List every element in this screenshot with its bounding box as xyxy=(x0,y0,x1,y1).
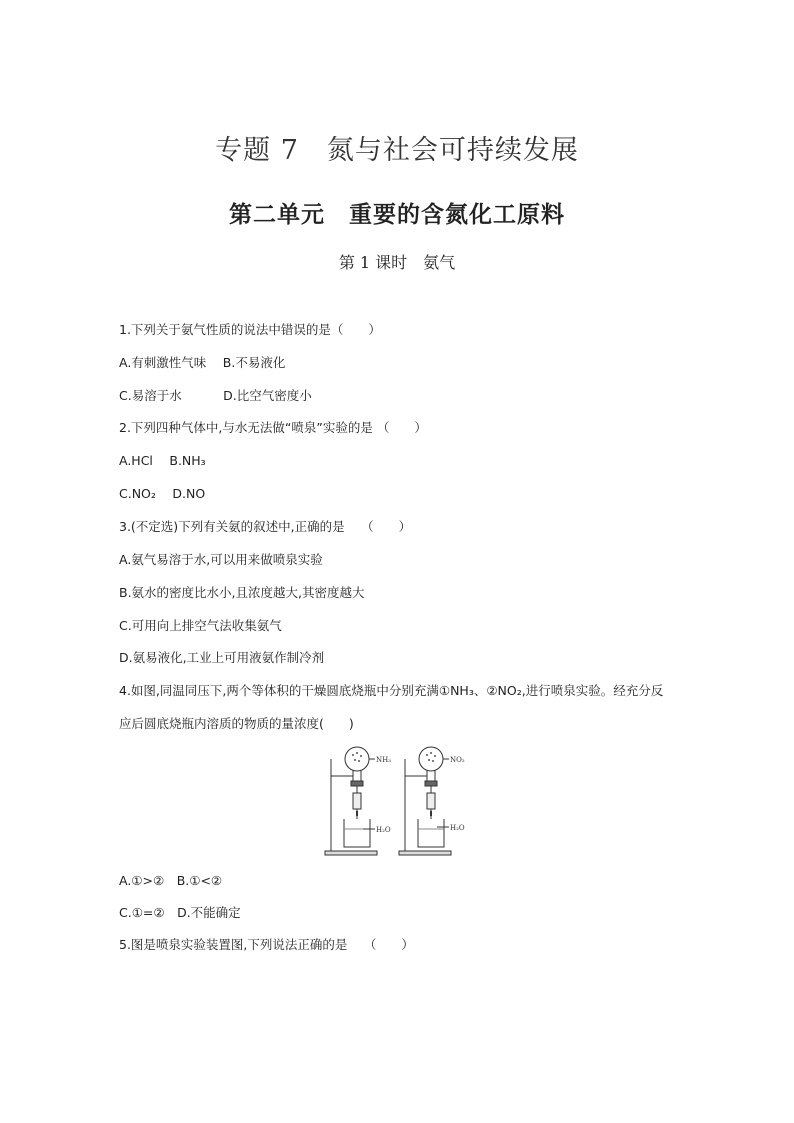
gas-label-right: NO₂ xyxy=(450,756,465,764)
q3-option-a: A.氨气易溶于水,可以用来做喷泉实验 xyxy=(119,552,323,567)
question-4-line1: 4.如图,同温同压下,两个等体积的干燥圆底烧瓶中分别充满①NH₃、②NO₂,进行喷泉实验。经充分反 xyxy=(119,683,664,698)
lesson-title: 第 1 课时 氨气 xyxy=(338,253,456,272)
gas-label-left: NH₃ xyxy=(376,756,392,764)
question-1: 1.下列关于氨气性质的说法中错误的是（ ） xyxy=(119,322,381,337)
water-label-right: H₂O xyxy=(450,824,465,832)
chapter-title: 专题 7 氮与社会可持续发展 xyxy=(215,135,579,166)
fountain-experiment-figure xyxy=(323,741,471,859)
q1-options-cd: C.易溶于水 D.比空气密度小 xyxy=(119,388,312,403)
q4-options-cd: C.①=② D.不能确定 xyxy=(119,905,241,920)
question-3: 3.(不定选)下列有关氨的叙述中,正确的是 （ ） xyxy=(119,519,412,534)
question-2: 2.下列四种气体中,与水无法做“喷泉”实验的是 （ ） xyxy=(119,420,427,435)
question-5: 5.图是喷泉实验装置图,下列说法正确的是 （ ） xyxy=(119,937,414,952)
q2-options-cd: C.NO₂ D.NO xyxy=(119,486,206,501)
q3-option-c: C.可用向上排空气法收集氨气 xyxy=(119,618,282,633)
q3-option-b: B.氨水的密度比水小,且浓度越大,其密度越大 xyxy=(119,585,365,600)
q2-options-ab: A.HCl B.NH₃ xyxy=(119,453,206,468)
unit-title: 第二单元 重要的含氮化工原料 xyxy=(229,202,565,228)
q1-options-ab: A.有刺激性气味 B.不易液化 xyxy=(119,355,286,370)
water-label-left: H₂O xyxy=(376,826,391,834)
q3-option-d: D.氨易液化,工业上可用液氨作制冷剂 xyxy=(119,650,325,665)
q4-options-ab: A.①>② B.①<② xyxy=(119,873,223,888)
question-4-line2: 应后圆底烧瓶内溶质的物质的量浓度( ) xyxy=(119,716,354,731)
